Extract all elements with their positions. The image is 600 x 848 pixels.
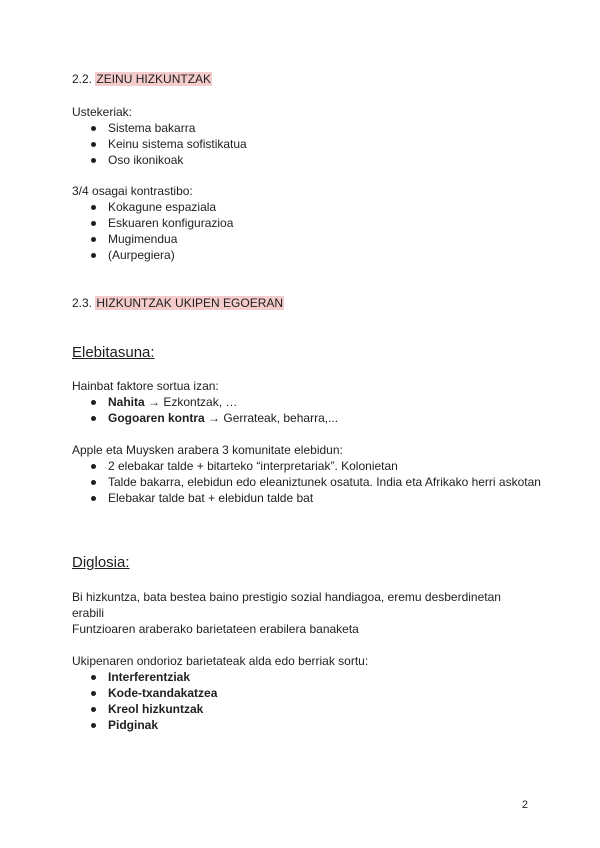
item-rest: → Ezkontzak, …	[144, 395, 238, 409]
list-item: Kokagune espaziala	[72, 199, 522, 215]
item-rest: → Gerrateak, beharra,...	[204, 411, 339, 425]
list-item	[72, 669, 522, 685]
diglosia-paragraph-line: Bi hizkuntza, bata bestea baino prestigio sozial handiagoa, eremu desberdinetan	[72, 590, 501, 604]
list-item: Sistema bakarra	[72, 120, 522, 136]
osagai-label: 3/4 osagai kontrastibo:	[72, 184, 193, 198]
list-item	[72, 701, 522, 717]
item-bold: Nahita	[108, 395, 145, 409]
item-bold: Gogoaren kontra	[108, 411, 205, 425]
list-item	[72, 410, 522, 426]
osagai-list	[72, 199, 522, 263]
diglosia-paragraph: Funtzioaren araberako barietateen erabilera banaketa	[72, 622, 359, 636]
list-item: Keinu sistema sofistikatua	[72, 136, 522, 152]
list-item	[72, 717, 522, 733]
list-item: Talde bakarra, elebidun edo eleaniztunek osatuta. India eta Afrikako herri askotan	[72, 474, 548, 490]
ustekeriak-label: Ustekeriak:	[72, 105, 133, 119]
item-bold: Pidginak	[108, 718, 159, 732]
item-bold: Interferentziak	[108, 670, 191, 684]
section-number: 2.3.	[72, 296, 93, 310]
apple-label: Apple eta Muysken arabera 3 komunitate elebidun:	[72, 443, 343, 457]
list-item: Mugimendua	[72, 231, 522, 247]
page-number: 2	[521, 799, 528, 811]
item-bold: Kode-txandakatzea	[108, 686, 218, 700]
section-title: HIZKUNTZAK UKIPEN EGOERAN	[96, 296, 284, 310]
list-item: Oso ikonikoak	[72, 152, 522, 168]
diglosia-heading: Diglosia:	[72, 554, 130, 571]
section-heading-2-3	[72, 295, 284, 311]
list-item: Eskuaren konfigurazioa	[72, 215, 522, 231]
list-item	[72, 394, 522, 410]
elebitasuna-heading: Elebitasuna:	[72, 344, 155, 361]
list-item	[72, 685, 522, 701]
faktore-list	[72, 394, 522, 426]
section-title: ZEINU HIZKUNTZAK	[96, 72, 212, 86]
section-heading-2-2	[72, 71, 212, 87]
komunitate-list	[72, 458, 541, 506]
ondorio-list	[72, 669, 522, 733]
item-bold: Kreol hizkuntzak	[108, 702, 204, 716]
ustekeriak-list	[72, 120, 522, 168]
list-item: Elebakar talde bat + elebidun talde bat	[72, 490, 522, 506]
section-number: 2.2.	[72, 72, 93, 86]
list-item: (Aurpegiera)	[72, 247, 522, 263]
ukipen-label: Ukipenaren ondorioz barietateak alda edo berriak sortu:	[72, 654, 369, 668]
list-item: 2 elebakar talde + bitarteko “interpretariak”. Kolonietan	[72, 458, 522, 474]
diglosia-paragraph-line: erabili	[72, 606, 105, 620]
faktore-label: Hainbat faktore sortua izan:	[72, 379, 219, 393]
